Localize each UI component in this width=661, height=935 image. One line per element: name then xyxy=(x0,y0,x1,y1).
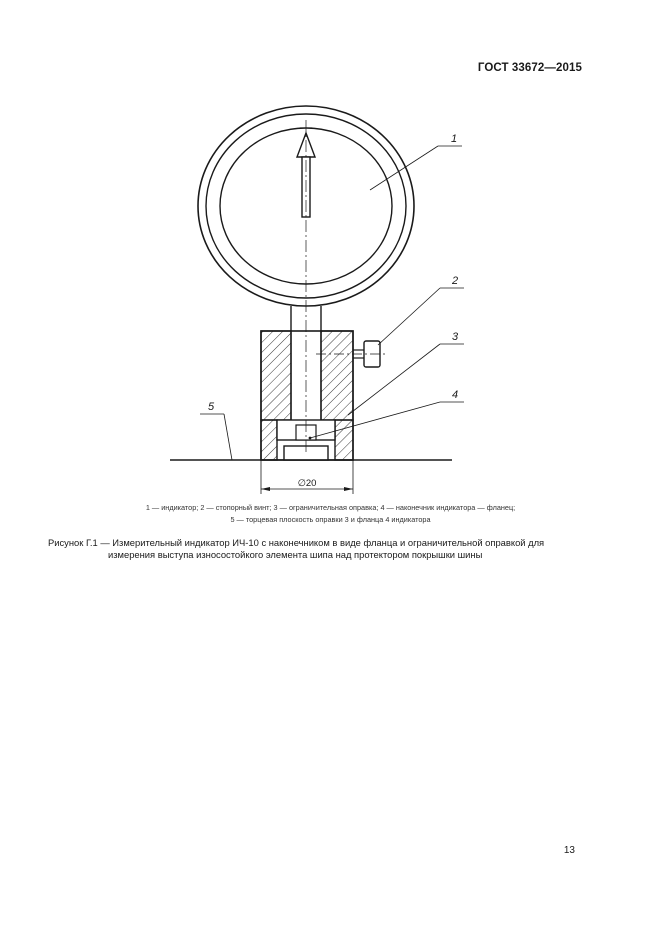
callout-5 xyxy=(200,401,232,460)
callout-number-4: 4 xyxy=(452,389,459,401)
page-number: 13 xyxy=(563,845,575,856)
callout-1 xyxy=(370,133,462,190)
legend-line-1: 1 — индикатор; 2 — стопорный винт; 3 — ограничительная оправка; 4 — наконечник индикатора — фланец; xyxy=(145,503,516,512)
callout-number-3: 3 xyxy=(452,331,459,343)
diameter-dimension xyxy=(261,460,353,494)
document-standard-header: ГОСТ 33672—2015 xyxy=(477,62,582,74)
diameter-label: ∅20 xyxy=(297,478,317,489)
figure-title-line-1: Рисунок Г.1 — Измерительный индикатор ИЧ-10 с наконечником в виде фланца и ограничительной оправкой для xyxy=(48,537,545,548)
callout-number-5: 5 xyxy=(208,401,215,413)
figure-title-line-2: измерения выступа износостойкого элемента шипа над протектором покрышки шины xyxy=(108,548,483,560)
callout-number-2: 2 xyxy=(452,275,459,287)
legend-line-2: 5 — торцевая плоскость оправки 3 и фланца 4 индикатора xyxy=(230,515,431,524)
figure-title xyxy=(48,537,608,560)
callout-number-1: 1 xyxy=(451,133,458,145)
